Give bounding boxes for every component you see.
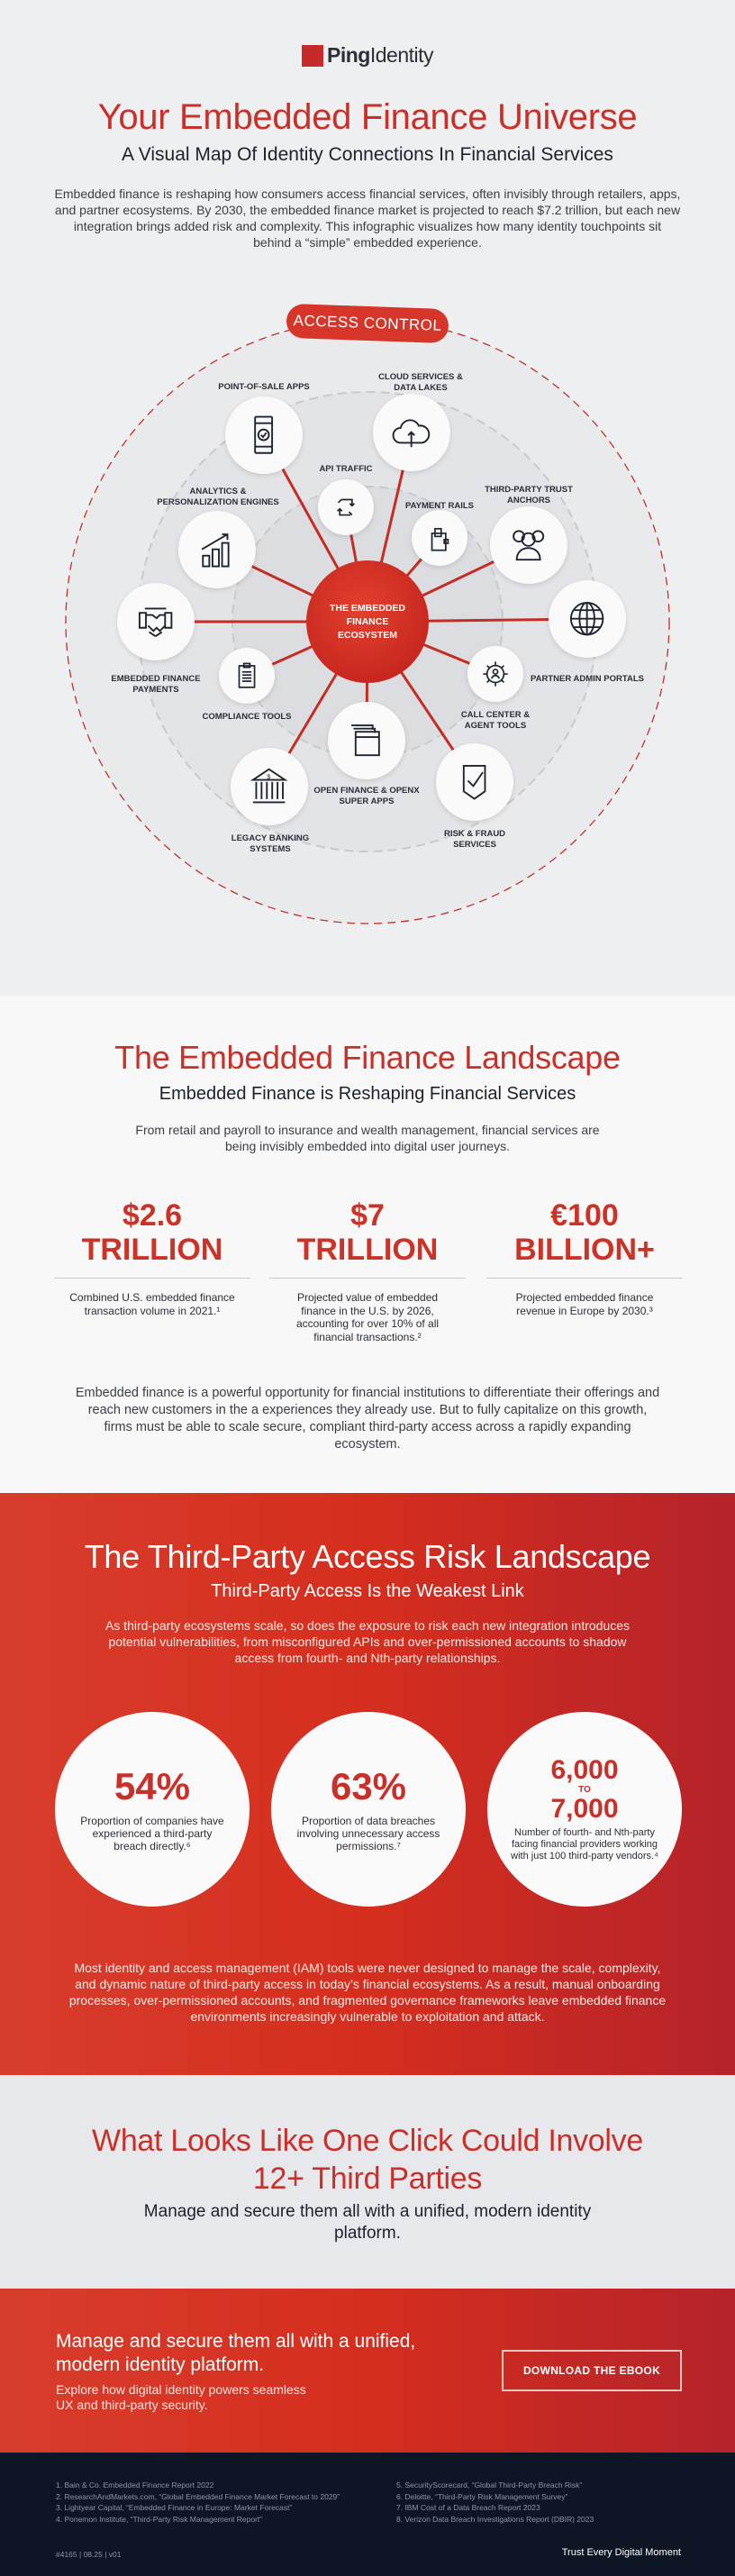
- node-embedded-finance-payments[interactable]: [117, 583, 195, 660]
- node-point-of-sale-apps[interactable]: [225, 396, 303, 474]
- wallet-icon: [424, 523, 455, 553]
- reference-item: 1. Bain & Co. Embedded Finance Report 2022: [56, 2480, 214, 2490]
- stat-description: Projected value of embedded finance in the U.S. by 2026, accounting for over 10% of all financial transactions.²: [295, 1291, 440, 1343]
- risk-section: [0, 1493, 735, 2075]
- page-title: Your Embedded Finance Universe: [97, 97, 638, 137]
- node-label: PAYMENT RAILS: [404, 501, 474, 511]
- node-label: PARTNER ADMIN PORTALS: [531, 674, 644, 684]
- stat-description: Proportion of companies have experienced a third-party breach directly.⁶: [80, 1815, 224, 1852]
- cloud-upload-icon: [390, 411, 432, 453]
- stat-unit: TRILLION: [81, 1233, 223, 1267]
- stat-value: 54%: [113, 1765, 191, 1807]
- node-label: LEGACY BANKING SYSTEMS: [231, 833, 310, 854]
- landscape-intro: From retail and payroll to insurance and wealth management, financial services are being invisibly embedded into digital user journeys.: [135, 1123, 600, 1153]
- stat-range-separator: TO: [578, 1785, 591, 1795]
- handshake-icon: [134, 600, 177, 642]
- page-subtitle: A Visual Map Of Identity Connections In Financial Services: [122, 144, 613, 165]
- risk-intro: As third-party ecosystems scale, so does the exposure to risk each new integration introduces potential vulnerabilities, from misconfigured APIs and over-permissioned accounts to shadow access from fourth- and Nth-party relationships.: [104, 1618, 631, 1665]
- reference-item: 3. Lightyear Capital, “Embedded Finance in Europe: Market Forecast”: [56, 2503, 293, 2512]
- stat-card: [54, 1198, 250, 1317]
- node-analytics-engines[interactable]: [178, 511, 256, 588]
- reference-item: 6. Deloitte, “Third-Party Risk Management Survey”: [396, 2491, 568, 2501]
- stat-description: Number of fourth- and Nth-party facing financial providers working with just 100 third-party vendors.⁴: [511, 1827, 658, 1861]
- document-code: #4165 | 08.25 | v01: [56, 2550, 122, 2559]
- stat-description: Projected embedded finance revenue in Europe by 2030.³: [515, 1291, 654, 1317]
- landscape-section: [0, 996, 735, 1493]
- logo-text-bold: Ping: [327, 43, 370, 67]
- stat-value: $7: [350, 1198, 385, 1233]
- stat-description: Combined U.S. embedded finance transaction volume in 2021.¹: [69, 1291, 235, 1317]
- stat-description: Proportion of data breaches involving unnecessary access permissions.⁷: [296, 1815, 440, 1852]
- references-right: [396, 2480, 594, 2525]
- third-parties-title: What Looks Like One Click Could Involve 12+ Third Parties: [92, 2124, 643, 2196]
- reference-item: 2. ResearchAndMarkets.com, “Global Embedded Finance Market Forecast to 2029”: [56, 2491, 340, 2501]
- node-label: API TRAFFIC: [319, 464, 373, 474]
- risk-subtitle: Third-Party Access Is the Weakest Link: [211, 1581, 524, 1601]
- stat-bubble: [55, 1712, 250, 1907]
- node-cloud-services[interactable]: [373, 394, 450, 471]
- node-compliance-tools[interactable]: [219, 648, 275, 704]
- cta-heading: Manage and secure them all with a unified, modern identity platform.: [56, 2331, 416, 2375]
- landscape-subtitle: Embedded Finance is Reshaping Financial Services: [159, 1084, 576, 1104]
- risk-closing: Most identity and access management (IAM) tools were never designed to manage the scale, complexity, and dynamic nature of third-party access in today’s financial ecosystems. As a result, manual onboarding processes, over-permissioned accounts, and fragmented governance frameworks leave embedded finance environments increasingly vulnerable to exploitation and attack.: [68, 1961, 667, 2024]
- stat-value: $2.6: [122, 1198, 183, 1233]
- node-open-finance-super-apps[interactable]: [328, 702, 405, 779]
- node-label: RISK & FRAUD SERVICES: [443, 829, 506, 850]
- node-third-party-trust-anchors[interactable]: [490, 506, 567, 584]
- node-label: OPEN FINANCE & OPENX SUPER APPS: [313, 786, 420, 806]
- cta-banner: [0, 2289, 735, 2453]
- cta-subtext: Explore how digital identity powers seamless UX and third-party security.: [56, 2382, 306, 2412]
- node-label: CALL CENTER & AGENT TOOLS: [460, 710, 531, 731]
- clipboard-icon: [231, 660, 262, 691]
- stat-bubble: [271, 1712, 466, 1907]
- node-risk-fraud-services[interactable]: [436, 743, 513, 821]
- stat-value-from: 6,000: [550, 1755, 619, 1785]
- stat-card: [269, 1198, 466, 1343]
- node-partner-admin-portals[interactable]: [549, 580, 626, 658]
- intro-text: Embedded finance is reshaping how consumers access financial services, often invisibly through retailers, apps, and partner ecosystems. By 2030, the embedded finance market is projected to reach $7.2 trillion, but each new integration brings added risk and complexity. This infographic visualizes how many identity touchpoints sit behind a “simple” embedded experience.: [54, 187, 681, 250]
- download-ebook-button[interactable]: DOWNLOAD THE EBOOK: [502, 2350, 682, 2391]
- divider: [54, 1278, 250, 1279]
- footer: [0, 2453, 735, 2576]
- ecosystem-core-label: THE EMBEDDED FINANCE ECOSYSTEM: [329, 602, 405, 641]
- bar-chart-icon: [195, 528, 238, 570]
- windows-icon: [345, 719, 387, 761]
- node-label: EMBEDDED FINANCE PAYMENTS: [111, 674, 201, 695]
- node-legacy-banking-systems[interactable]: [231, 748, 308, 825]
- stat-bubble: [487, 1712, 682, 1907]
- reference-item: 5. SecurityScorecard, “Global Third-Party Breach Risk”: [396, 2480, 583, 2490]
- stat-value: 63%: [330, 1765, 407, 1807]
- node-label: POINT-OF-SALE APPS: [218, 382, 310, 392]
- references-left: [56, 2480, 340, 2525]
- node-call-center-tools[interactable]: [467, 646, 523, 702]
- ecosystem-core: [306, 560, 429, 683]
- footer-tagline: Trust Every Digital Moment: [561, 2547, 681, 2558]
- bank-icon: [248, 765, 290, 807]
- stat-value: €100: [550, 1198, 619, 1233]
- divider: [486, 1278, 683, 1279]
- svg-text:$: $: [267, 773, 271, 781]
- users-icon: [507, 523, 549, 566]
- node-payment-rails[interactable]: [412, 510, 467, 566]
- divider: [269, 1278, 466, 1279]
- reference-item: 7. IBM Cost of a Data Breach Report 2023: [396, 2503, 540, 2512]
- logo-text: Identity: [369, 43, 433, 67]
- access-control-badge: ACCESS CONTROL: [286, 304, 449, 343]
- gear-user-icon: [480, 659, 511, 689]
- reference-item: 4. Ponemon Institute, “Third-Party Risk Management Report”: [56, 2514, 263, 2524]
- node-label: COMPLIANCE TOOLS: [202, 712, 292, 722]
- stat-card: [486, 1198, 683, 1317]
- risk-title: The Third-Party Access Risk Landscape: [84, 1538, 651, 1575]
- stat-unit: TRILLION: [296, 1233, 439, 1267]
- landscape-title: The Embedded Finance Landscape: [114, 1039, 621, 1076]
- stat-unit: BILLION+: [514, 1233, 655, 1267]
- node-label: CLOUD SERVICES & DATA LAKES: [378, 372, 463, 393]
- third-parties-subtitle: Manage and secure them all with a unified, modern identity platform.: [143, 2202, 592, 2243]
- stat-value-to: 7,000: [550, 1794, 619, 1824]
- intro-section: [0, 0, 735, 996]
- node-label: ANALYTICS & PERSONALIZATION ENGINES: [157, 487, 279, 507]
- third-parties-section: [0, 2075, 735, 2289]
- reference-item: 8. Verizon Data Breach Investigations Report (DBIR) 2023: [396, 2514, 594, 2524]
- globe-icon: [566, 597, 608, 640]
- landscape-closing: Embedded finance is a powerful opportunity for financial institutions to differentiate their offerings and reach new customers in the a experiences they already use. But to fully capitalize on this growth, firms must be able to scale secure, compliant third-party access across a rapidly expanding ecosystem.: [75, 1386, 660, 1452]
- sync-arrows-icon: [331, 492, 361, 523]
- node-label: THIRD-PARTY TRUST ANCHORS: [485, 485, 573, 505]
- node-api-traffic[interactable]: [318, 479, 374, 535]
- shield-check-icon: [453, 760, 495, 803]
- mobile-check-icon: [242, 414, 285, 456]
